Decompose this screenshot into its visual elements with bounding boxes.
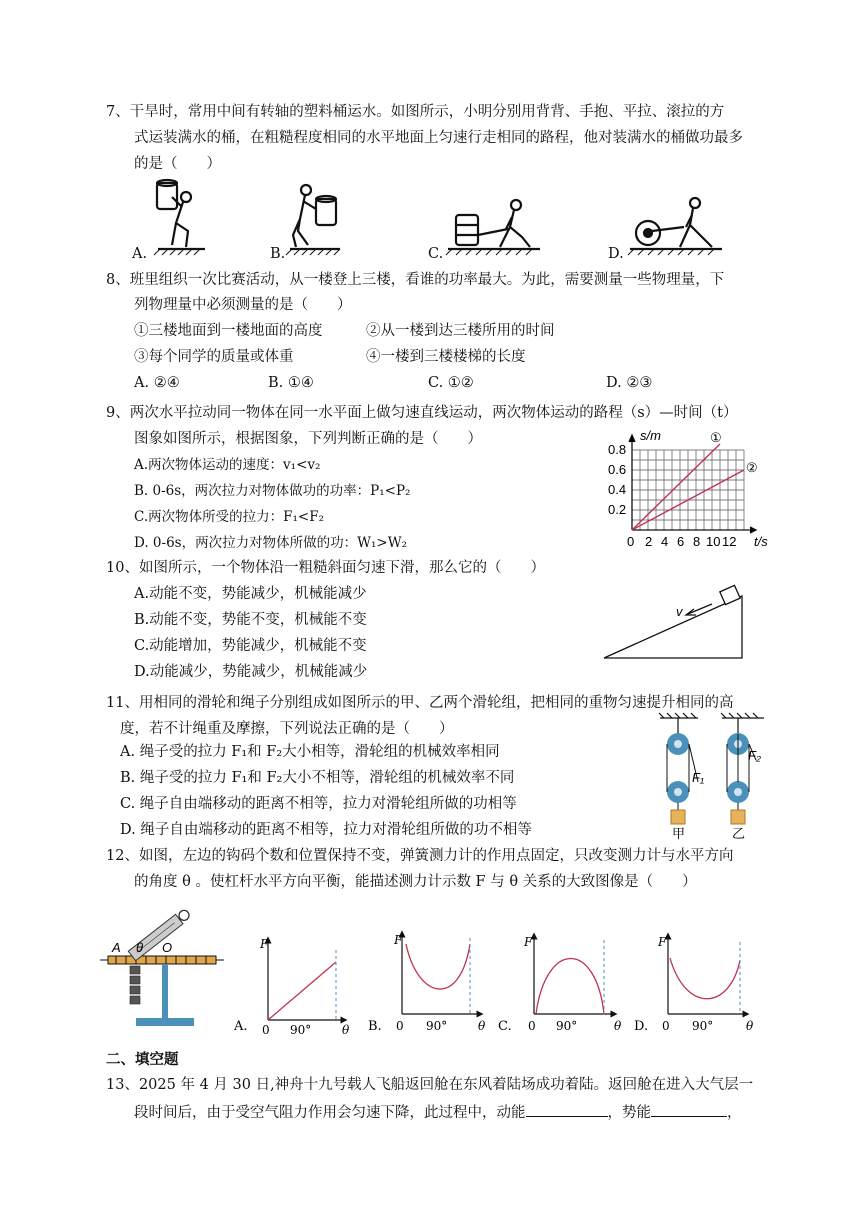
q12-graph-a[interactable]	[233, 937, 350, 1037]
q9-xtick-8: 8	[693, 534, 701, 549]
q7-line1: 7、干旱时，常用中间有转轴的塑料桶运水。如图所示，小明分别用背背、手抱、平拉、滚拉的方	[106, 104, 725, 120]
q7-line2: 式运装满水的桶，在粗糙程度相同的水平地面上匀速行走相同的路程，他对装满水的桶做功最多	[134, 130, 743, 146]
q8-item2: ②从一楼到达三楼所用的时间	[366, 323, 555, 339]
q9-option-c[interactable]: C.两次物体所受的拉力：F₁<F₂	[134, 509, 325, 525]
q7-line3: 的是（ ）	[134, 156, 221, 172]
q11-pulley-figure	[652, 712, 772, 842]
q12-graph-c-opt: C.	[498, 1019, 512, 1034]
section-fill-in-title: 二、填空题	[106, 1052, 179, 1068]
q12-graph-c-f: F	[524, 935, 533, 949]
q10-option-a[interactable]: A.动能不变，势能减少，机械能减少	[134, 586, 367, 602]
q12-option-graphs	[230, 930, 850, 1040]
q7-option-a[interactable]: A.	[132, 246, 148, 262]
q13-line2-part1: 段时间后，由于受空气阻力作用会匀速下降，此过程中，动能	[134, 1105, 526, 1121]
q8-item3: ③每个同学的质量或体重	[134, 349, 294, 365]
q13-line2-part3: ，	[727, 1105, 742, 1121]
q12-graph-b-opt: B.	[368, 1019, 382, 1034]
q8-option-c[interactable]: C. ①②	[428, 375, 474, 391]
q12-graph-a-opt: A.	[234, 1019, 248, 1034]
q12-graph-b-theta: θ	[478, 1019, 486, 1033]
q9-xlabel: t/s	[754, 534, 768, 549]
q13-line2	[134, 1100, 742, 1124]
q11-f1-label: F₁	[692, 770, 705, 785]
q8-option-d[interactable]: D. ②③	[606, 375, 653, 391]
q12-graph-d-opt: D.	[634, 1019, 649, 1034]
q11-option-c[interactable]: C. 绳子自由端移动的距离不相等，拉力对滑轮组所做的功相等	[120, 796, 517, 812]
q9-ytick-06: 0.6	[608, 462, 627, 477]
q8-item4: ④一楼到三楼楼梯的长度	[366, 349, 526, 365]
q11-line2: 度，若不计绳重及摩擦，下列说法正确的是（ ）	[120, 721, 454, 737]
q9-xtick-0: 0	[627, 534, 635, 549]
q11-option-a[interactable]: A. 绳子受的拉力 F₁和 F₂大小相等，滑轮组的机械效率相同	[120, 744, 500, 760]
q9-option-d[interactable]: D. 0-6s，两次拉力对物体所做的功：W₁>W₂	[134, 535, 407, 551]
q8-option-a[interactable]: A. ②④	[134, 375, 180, 391]
q10-velocity-label: v	[676, 604, 683, 619]
q12-graph-d-f: F	[658, 935, 667, 949]
q9-line1-label: ①	[710, 430, 722, 445]
q10-incline-figure	[600, 582, 750, 662]
q9-ytick-04: 0.4	[608, 482, 627, 497]
q12-lever-o: O	[162, 940, 173, 955]
q12-lever-figure	[100, 900, 230, 1030]
q9-xtick-6: 6	[677, 534, 685, 549]
q9-ytick-08: 0.8	[608, 442, 627, 457]
q9-line1: 9、两次水平拉动同一物体在同一水平面上做匀速直线运动，两次物体运动的路程（s）—时间（t）	[106, 405, 738, 421]
q11-line1: 11、用相同的滑轮和绳子分别组成如图所示的甲、乙两个滑轮组，把相同的重物匀速提升相同的高	[106, 695, 734, 711]
q13-line2-part2: ，势能	[607, 1105, 651, 1121]
q12-line1: 12、如图，左边的钩码个数和位置保持不变，弹簧测力计的作用点固定，只改变测力计与水平方向	[106, 848, 734, 864]
q10-option-b[interactable]: B.动能不变，势能不变，机械能不变	[134, 612, 367, 628]
q12-graph-c[interactable]	[498, 935, 622, 1034]
q13-line1: 13、2025 年 4 月 30 日,神舟十九号载人飞船返回舱在东风着陆场成功着陆。返回舱在进入大气层一	[106, 1077, 754, 1093]
q12-graph-b-tick: 90°	[426, 1019, 448, 1033]
q11-option-b[interactable]: B. 绳子受的拉力 F₁和 F₂大小不相等，滑轮组的机械效率不同	[120, 770, 515, 786]
q11-f2-label: F₂	[748, 748, 761, 763]
q8-line1: 8、班里组织一次比赛活动，从一楼登上三楼，看谁的功率最大。为此，需要测量一些物理量，下	[106, 272, 725, 288]
q8-line2: 列物理量中必须测量的是（ ）	[134, 297, 352, 313]
q9-st-graph	[608, 430, 768, 550]
q12-graph-d-tick: 90°	[692, 1019, 714, 1033]
q12-line2: 的角度 θ 。使杠杆水平方向平衡，能描述测力计示数 F 与 θ 关系的大致图像是（ ）	[134, 874, 697, 890]
q7-option-d[interactable]: D.	[608, 246, 624, 262]
q11-jia-label: 甲	[672, 826, 686, 841]
q9-option-a[interactable]: A.两次物体运动的速度：v₁<v₂	[134, 457, 321, 473]
q9-option-b[interactable]: B. 0-6s，两次拉力对物体做功的功率：P₁<P₂	[134, 483, 411, 499]
q9-xtick-12: 12	[722, 534, 737, 549]
q9-ylabel: s/m	[640, 428, 661, 443]
q8-item1: ①三楼地面到一楼地面的高度	[134, 323, 323, 339]
q12-graph-a-zero: 0	[262, 1023, 270, 1037]
q12-graph-a-theta: θ	[342, 1023, 350, 1037]
q12-lever-a: A	[112, 940, 121, 955]
q9-xtick-10: 10	[706, 534, 721, 549]
q12-graph-d-zero: 0	[662, 1019, 670, 1033]
q12-lever-theta: θ	[136, 940, 144, 955]
q9-ytick-02: 0.2	[608, 502, 627, 517]
q10-option-c[interactable]: C.动能增加，势能减少，机械能不变	[134, 638, 367, 654]
q7-option-b[interactable]: B.	[270, 246, 286, 262]
q9-line2-label: ②	[746, 460, 758, 475]
q12-graph-c-theta: θ	[614, 1019, 622, 1033]
q12-graph-d[interactable]	[634, 935, 754, 1034]
q13-blank-kinetic[interactable]	[526, 1100, 608, 1117]
q12-graph-a-tick: 90°	[290, 1023, 312, 1037]
q9-xtick-4: 4	[661, 534, 669, 549]
q9-xtick-2: 2	[645, 534, 653, 549]
q12-graph-b-f: F	[394, 933, 403, 947]
q7-option-c[interactable]: C.	[428, 246, 444, 262]
q12-graph-d-theta: θ	[746, 1019, 754, 1033]
q12-graph-b-zero: 0	[396, 1019, 404, 1033]
q10-option-d[interactable]: D.动能减少，势能减少，机械能减少	[134, 664, 368, 680]
q8-option-b[interactable]: B. ①④	[268, 375, 314, 391]
q7-figures	[0, 175, 868, 255]
q10-line1: 10、如图所示，一个物体沿一粗糙斜面匀速下滑，那么它的（ ）	[106, 560, 545, 576]
q9-line2: 图象如图所示，根据图象，下列判断正确的是（ ）	[134, 431, 482, 447]
q12-graph-a-f: F	[260, 937, 269, 951]
q11-yi-label: 乙	[732, 826, 746, 841]
q13-blank-potential[interactable]	[651, 1100, 727, 1117]
q12-graph-b[interactable]	[368, 933, 486, 1034]
q12-graph-c-zero: 0	[528, 1019, 536, 1033]
q11-option-d[interactable]: D. 绳子自由端移动的距离不相等，拉力对滑轮组所做的功不相等	[120, 822, 532, 838]
q12-graph-c-tick: 90°	[556, 1019, 578, 1033]
